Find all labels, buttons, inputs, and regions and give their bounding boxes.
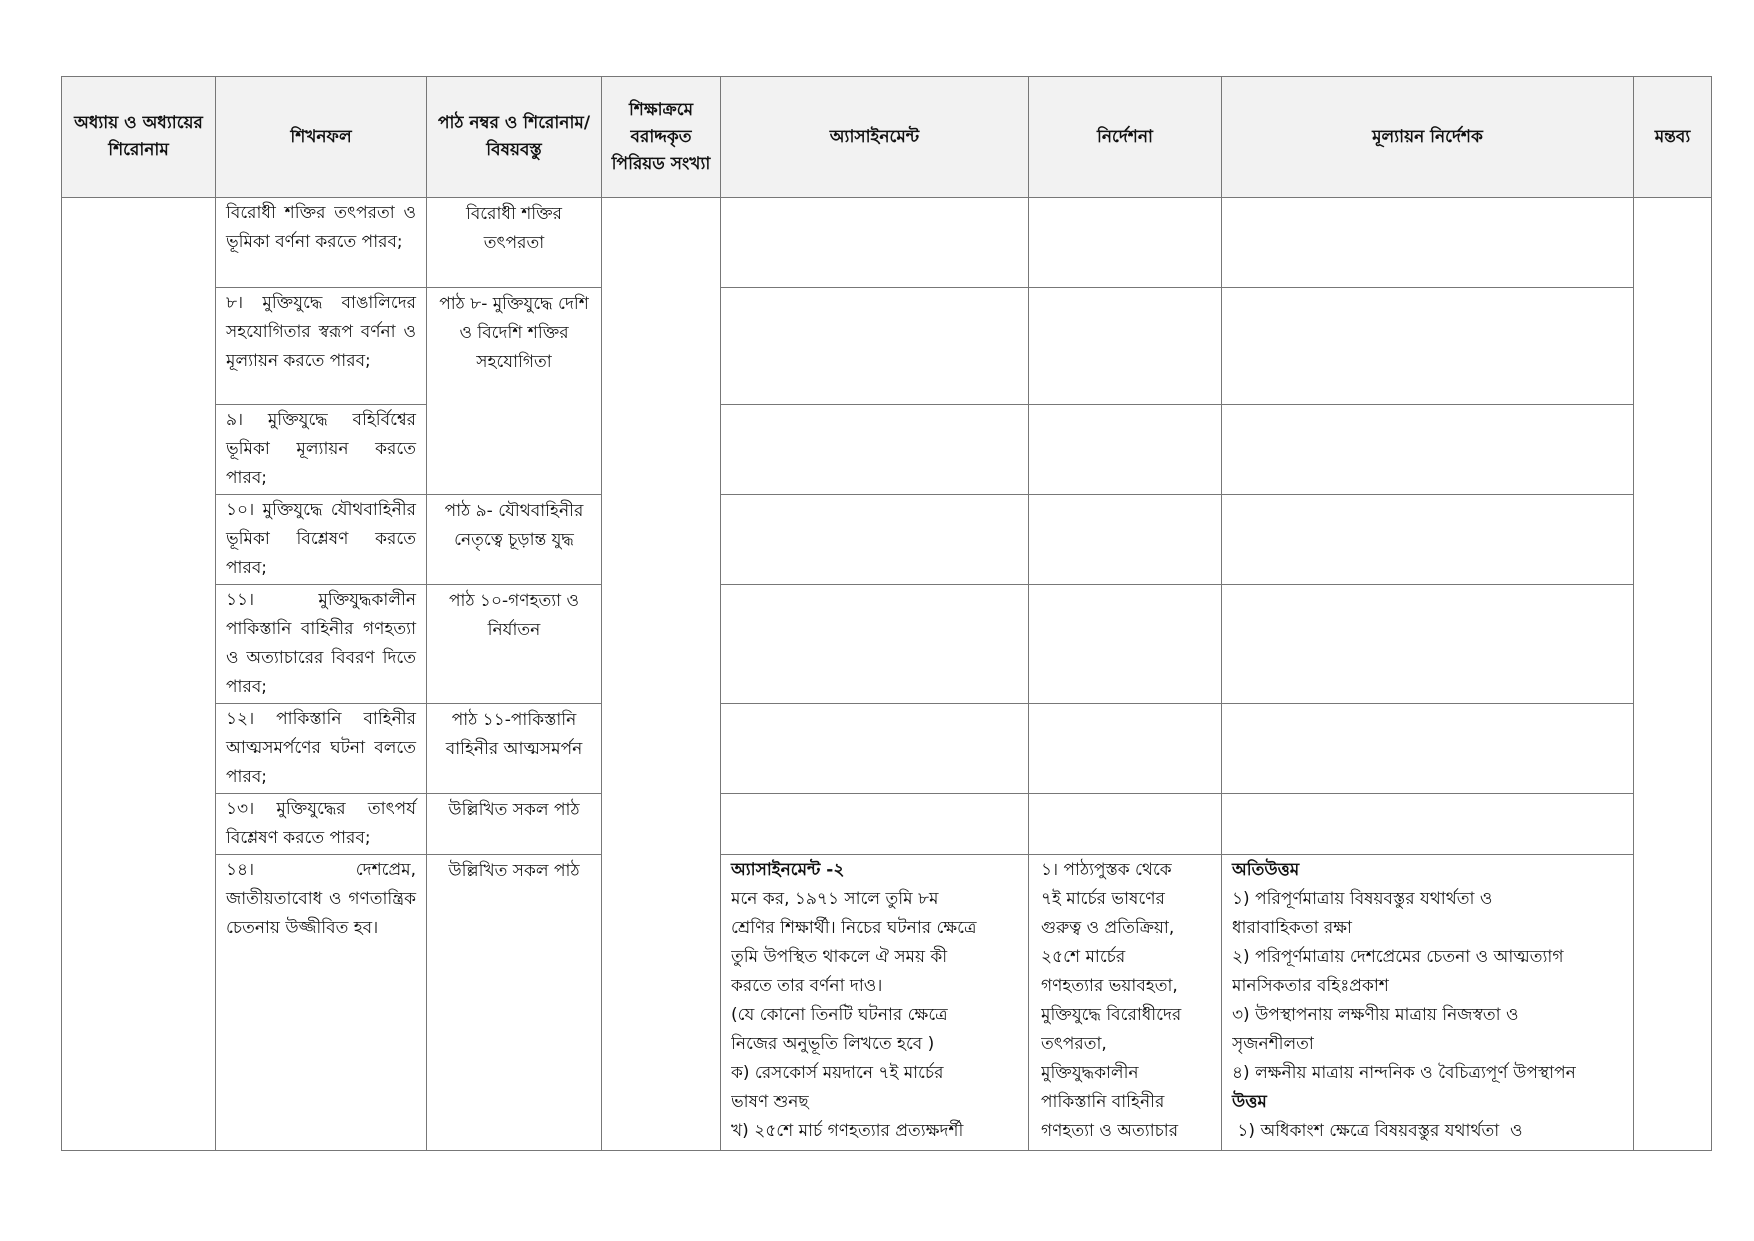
evaluation-cell — [1222, 288, 1634, 405]
assignment-cell — [721, 198, 1029, 288]
table-row — [62, 585, 1712, 704]
instruction-cell — [1029, 288, 1222, 405]
outcome-cell: ১১। মুক্তিযুদ্ধকালীন পাকিস্তানি বাহিনীর গণহত্যা ও অত্যাচারের বিবরণ দিতে পারব; — [216, 585, 427, 704]
outcome-cell: ৮। মুক্তিযুদ্ধে বাঙালিদের সহযোগিতার স্বরূপ বর্ণনা ও মূল্যায়ন করতে পারব; — [216, 288, 427, 405]
outcome-cell: ১৪। দেশপ্রেম, জাতীয়তাবোধ ও গণতান্ত্রিক চেতনায় উজ্জীবিত হব। — [216, 855, 427, 1151]
assignment-cell — [721, 794, 1029, 855]
assignment-line: করতে তার বর্ণনা দাও। — [731, 976, 883, 996]
outcome-cell: ১৩। মুক্তিযুদ্ধের তাৎপর্য বিশ্লেষণ করতে পারব; — [216, 794, 427, 855]
evaluation-line: ১) অধিকাংশ ক্ষেত্রে বিষয়বস্তুর যথার্থতা ও — [1232, 1121, 1523, 1141]
lesson-cell: পাঠ ৮- মুক্তিযুদ্ধে দেশি ও বিদেশি শক্তির সহযোগিতা — [427, 288, 602, 495]
evaluation-cell — [1222, 585, 1634, 704]
table-row — [62, 405, 1712, 495]
assignment-line: তুমি উপস্থিত থাকলে ঐ সময় কী — [731, 947, 948, 967]
instruction-line: ১। পাঠ্যপুস্তক থেকে — [1041, 860, 1172, 880]
evaluation-line: ২) পরিপূর্ণমাত্রায় দেশপ্রেমের চেতনা ও আত্মত্যাগ — [1232, 947, 1564, 967]
header-evaluation-indicator: মূল্যায়ন নির্দেশক — [1222, 77, 1634, 198]
evaluation-line: ৪) লক্ষনীয় মাত্রায় নান্দনিক ও বৈচিত্র্যপূর্ণ উপস্থাপন — [1232, 1063, 1576, 1083]
assignment-line: (যে কোনো তিনটি ঘটনার ক্ষেত্রে — [731, 1005, 948, 1025]
lesson-cell: উল্লিখিত সকল পাঠ — [427, 855, 602, 1151]
evaluation-line: ধারাবাহিকতা রক্ষা — [1232, 918, 1352, 938]
instruction-line: গণহত্যা ও অত্যাচার — [1041, 1121, 1179, 1141]
evaluation-heading-excellent: অতিউত্তম — [1232, 860, 1300, 880]
header-instruction: নির্দেশনা — [1029, 77, 1222, 198]
lesson-cell: পাঠ ১১-পাকিস্তানি বাহিনীর আত্মসমর্পন — [427, 704, 602, 794]
assignment-line: ভাষণ শুনছ — [731, 1092, 809, 1112]
outcome-cell: বিরোধী শক্তির তৎপরতা ও ভূমিকা বর্ণনা করতে পারব; — [216, 198, 427, 288]
evaluation-cell — [1222, 405, 1634, 495]
instruction-cell — [1029, 585, 1222, 704]
evaluation-heading-good: উত্তম — [1232, 1092, 1267, 1112]
assignment-cell — [721, 855, 1029, 1151]
table-row — [62, 198, 1712, 288]
evaluation-line: সৃজনশীলতা — [1232, 1034, 1314, 1054]
header-lesson-title: পাঠ নম্বর ও শিরোনাম/ বিষয়বস্তু — [427, 77, 602, 198]
header-period-count: শিক্ষাক্রমে বরাদ্দকৃত পিরিয়ড সংখ্যা — [602, 77, 721, 198]
instruction-line: ৭ই মার্চের ভাষণের — [1041, 889, 1165, 909]
header-learning-outcome: শিখনফল — [216, 77, 427, 198]
instruction-line: গুরুত্ব ও প্রতিক্রিয়া, — [1041, 918, 1175, 938]
table-row — [62, 704, 1712, 794]
outcome-cell: ১০। মুক্তিযুদ্ধে যৌথবাহিনীর ভূমিকা বিশ্লেষণ করতে পারব; — [216, 495, 427, 585]
evaluation-line: মানসিকতার বহিঃপ্রকাশ — [1232, 976, 1389, 996]
instruction-line: ২৫শে মার্চের — [1041, 947, 1126, 967]
remarks-cell — [1634, 198, 1712, 1151]
table-row — [62, 794, 1712, 855]
assignment-cell — [721, 495, 1029, 585]
lesson-cell: উল্লিখিত সকল পাঠ — [427, 794, 602, 855]
lesson-cell: বিরোধী শক্তির তৎপরতা — [427, 198, 602, 288]
instruction-line: মুক্তিযুদ্ধে বিরোধীদের — [1041, 1005, 1182, 1025]
instruction-cell — [1029, 704, 1222, 794]
assignment-title: অ্যাসাইনমেন্ট -২ — [731, 860, 845, 880]
assignment-cell — [721, 288, 1029, 405]
assignment-cell — [721, 405, 1029, 495]
assignment-line: নিজের অনুভূতি লিখতে হবে ) — [731, 1034, 935, 1054]
header-remarks: মন্তব্য — [1634, 77, 1712, 198]
evaluation-cell — [1222, 198, 1634, 288]
assignment-line: খ) ২৫শে মার্চ গণহত্যার প্রত্যক্ষদর্শী — [731, 1121, 964, 1141]
table-row — [62, 495, 1712, 585]
evaluation-line: ১) পরিপূর্ণমাত্রায় বিষয়বস্তুর যথার্থতা ও — [1232, 889, 1493, 909]
header-assignment: অ্যাসাইনমেন্ট — [721, 77, 1029, 198]
assignment-line: শ্রেণির শিক্ষার্থী। নিচের ঘটনার ক্ষেত্রে — [731, 918, 977, 938]
outcome-cell: ১২। পাকিস্তানি বাহিনীর আত্মসমর্পণের ঘটনা বলতে পারব; — [216, 704, 427, 794]
evaluation-line: ৩) উপস্থাপনায় লক্ষণীয় মাত্রায় নিজস্বতা ও — [1232, 1005, 1519, 1025]
table-row — [62, 855, 1712, 1151]
assignment-line: মনে কর, ১৯৭১ সালে তুমি ৮ম — [731, 889, 939, 909]
evaluation-cell — [1222, 704, 1634, 794]
instruction-cell — [1029, 198, 1222, 288]
assignment-line: ক) রেসকোর্স ময়দানে ৭ই মার্চের — [731, 1063, 944, 1083]
lesson-plan-table — [61, 76, 1712, 1151]
evaluation-cell — [1222, 794, 1634, 855]
assignment-cell — [721, 704, 1029, 794]
evaluation-cell — [1222, 855, 1634, 1151]
instruction-cell — [1029, 855, 1222, 1151]
instruction-line: গণহত্যার ভয়াবহতা, — [1041, 976, 1178, 996]
chapter-cell — [62, 198, 216, 1151]
table-row — [62, 288, 1712, 405]
lesson-cell: পাঠ ১০-গণহত্যা ও নির্যাতন — [427, 585, 602, 704]
instruction-cell — [1029, 794, 1222, 855]
header-chapter: অধ্যায় ও অধ্যায়ের শিরোনাম — [62, 77, 216, 198]
outcome-cell: ৯। মুক্তিযুদ্ধে বহির্বিশ্বের ভূমিকা মূল্যায়ন করতে পারব; — [216, 405, 427, 495]
period-cell — [602, 198, 721, 1151]
instruction-cell — [1029, 405, 1222, 495]
instruction-line: তৎপরতা, — [1041, 1034, 1107, 1054]
evaluation-cell — [1222, 495, 1634, 585]
assignment-cell — [721, 585, 1029, 704]
lesson-cell: পাঠ ৯- যৌথবাহিনীর নেতৃত্বে চূড়ান্ত যুদ্ধ — [427, 495, 602, 585]
header-row — [62, 77, 1712, 198]
instruction-line: পাকিস্তানি বাহিনীর — [1041, 1092, 1165, 1112]
instruction-cell — [1029, 495, 1222, 585]
instruction-line: মুক্তিযুদ্ধকালীন — [1041, 1063, 1139, 1083]
